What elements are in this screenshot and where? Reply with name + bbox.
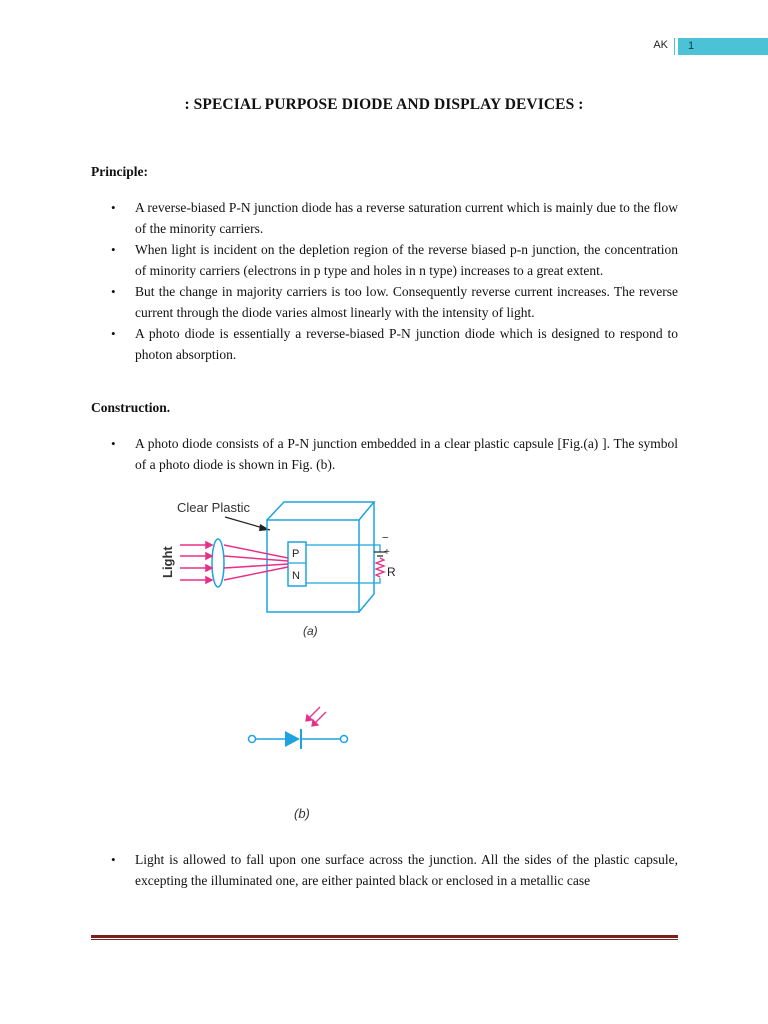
figure-a-caption: (a) (303, 624, 318, 638)
clear-plastic-label: Clear Plastic (177, 500, 250, 515)
header-author: AK (653, 39, 668, 51)
minus-label: − (382, 532, 389, 544)
footer-rule (91, 935, 678, 941)
resistor (376, 558, 384, 577)
photodiode-symbol-figure (240, 700, 360, 830)
photodiode-symbol (249, 729, 348, 749)
page-title: : SPECIAL PURPOSE DIODE AND DISPLAY DEVICES : (184, 96, 584, 113)
header-separator (674, 38, 675, 55)
lens (212, 539, 224, 587)
list-item: • A photo diode consists of a P-N junction embedded in a clear plastic capsule [Fig.(a) ]. The symbol of a photo diode is shown in Fig. (b). (111, 436, 678, 472)
list-item: • Light is allowed to fall upon one surface across the junction. All the sides of the plastic capsule, excepting the illuminated one, are either painted black or enclosed in a metallic case (111, 852, 678, 888)
light-label: Light (160, 546, 175, 578)
list-item: • When light is incident on the depletion region of the reverse biased p-n junction, the concentration of minority carriers (electrons in p type and holes in n type) increases to a great extent. (111, 242, 678, 278)
n-label: N (292, 570, 300, 582)
incident-light-arrows (306, 707, 326, 726)
r-label: R (387, 565, 396, 579)
page-number: 1 (688, 40, 695, 52)
construction-list (91, 433, 678, 475)
page-number-badge (678, 38, 768, 55)
construction-heading: Construction. (91, 400, 171, 415)
p-label: P (292, 548, 300, 560)
pointer-arrowhead (259, 524, 270, 531)
photodiode-construction-figure (150, 490, 420, 650)
construction-list-continued (91, 849, 678, 891)
list-item: • A photo diode is essentially a reverse-biased P-N junction diode which is designed to respond to photon absorption. (111, 326, 678, 362)
light-rays (180, 542, 288, 583)
list-item: • A reverse-biased P-N junction diode has a reverse saturation current which is mainly due to the flow of the minority carriers. (111, 200, 678, 236)
plus-label: + (384, 547, 390, 558)
external-circuit (306, 545, 380, 583)
figure-b-caption: (b) (294, 806, 310, 821)
list-item: • But the change in majority carriers is too low. Consequently reverse current increases. The reverse current through the diode varies almost linearly with the intensity of light. (111, 284, 678, 320)
principle-list (91, 197, 678, 365)
principle-heading: Principle: (91, 164, 148, 179)
